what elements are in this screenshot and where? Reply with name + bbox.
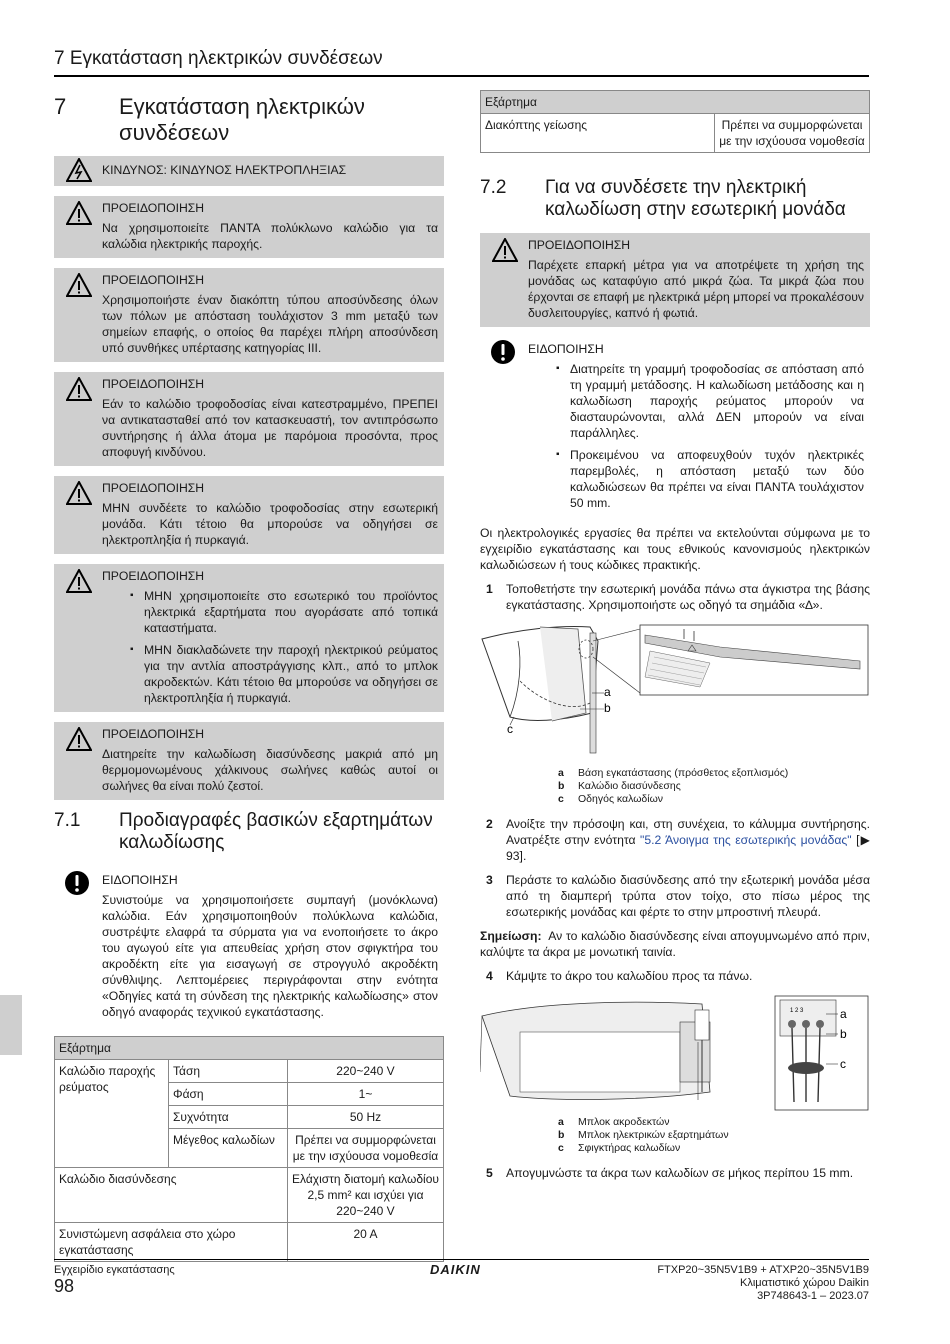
footer-doc: 3P748643-1 – 2023.07 xyxy=(757,1290,869,1302)
section-title: Προδιαγραφές βασικών εξαρτημάτων καλωδίωσης xyxy=(119,810,433,853)
table-cell: 1~ xyxy=(288,1083,444,1106)
warning-title: ΠΡΟΕΙΔΟΠΟΙΗΣΗ xyxy=(528,238,631,252)
daikin-logo: DAIKIN xyxy=(430,1262,481,1277)
legend-item: a Μπλοκ ακροδεκτών xyxy=(558,1116,670,1128)
warning-text: Διατηρείτε την καλωδίωση διασύνδεσης μακριά από μη θερμομονωμένους χάλκινους σωλήνες καθώς αυτοί οι σωλήνες θα είναι πολύ ζεστοί. xyxy=(102,747,438,793)
warning-box xyxy=(54,722,444,800)
left-column xyxy=(54,90,444,1262)
figure-label-b: b xyxy=(604,701,611,715)
running-header: 7 Εγκατάσταση ηλεκτρικών συνδέσεων xyxy=(54,48,383,69)
note xyxy=(480,928,870,960)
step-number: 2 xyxy=(486,817,493,831)
warning-title: ΠΡΟΕΙΔΟΠΟΙΗΣΗ xyxy=(102,273,205,287)
notice-title: ΕΙΔΟΠΟΙΗΣΗ xyxy=(102,873,178,887)
section-link[interactable]: "5.2 Άνοιγμα της εσωτερικής μονάδας" xyxy=(640,833,852,847)
figure-label-b: b xyxy=(840,1027,847,1041)
danger-title: ΚΙΝΔΥΝΟΣ: ΚΙΝΔΥΝΟΣ ΗΛΕΚΤΡΟΠΛΗΞΙΑΣ xyxy=(102,163,347,177)
warning-text: ΜΗΝ συνδέετε το καλώδιο τροφοδοσίας στην εσωτερική μονάδα. Κάτι τέτοιο θα μπορούσε να οδηγήσει σε ηλεκτροπληξία ή πυρκαγιά. xyxy=(102,501,438,547)
section-title: Εγκατάσταση ηλεκτρικών συνδέσεων xyxy=(119,94,365,145)
table-cell: Συχνότητα xyxy=(169,1106,288,1129)
table-cell: Φάση xyxy=(169,1083,288,1106)
note-label: Σημείωση: xyxy=(480,929,542,943)
right-column xyxy=(480,90,870,1181)
note-text: Αν το καλώδιο διασύνδεσης είναι απογυμνωμένο από πριν, καλύψτε τα άκρα με μονωτική ταινία. xyxy=(480,929,870,959)
section-7-heading xyxy=(54,94,444,146)
electric-hazard-icon xyxy=(66,158,92,182)
warning-bullets xyxy=(102,588,438,706)
notice-icon xyxy=(64,870,90,896)
section-number: 7.1 xyxy=(54,810,81,831)
footer-model: FTXP20~35N5V1B9 + ATXP20~35N5V1B9 xyxy=(657,1264,869,1276)
warning-icon xyxy=(66,377,92,401)
notice-text: Συνιστούμε να χρησιμοποιήσετε συμπαγή (μονόκλωνα) καλώδια. Εάν χρησιμοποιηθούν πολύκλωνα καλώδια, συστρέψτε ελαφρά τα σύρματα για να ενοποιήσετε το άκρο του αγωγού είτε για απευθείας χρήση στον σφιγκτήρα του ακροδέκτη είτε για εισαγωγή σε στρογγυλό ακροδέκτη σύνθλιψης. Λεπτομέρειες περιγράφονται στην ενότητα «Οδηγίες κατά τη σύνδεση της ηλεκτρικής καλωδίωσης» στον οδηγό αναφοράς τεχνικού εγκατάστασης. xyxy=(102,893,438,1019)
section-number: 7 xyxy=(54,94,67,119)
warning-icon xyxy=(66,273,92,297)
step-number: 3 xyxy=(486,873,493,887)
warning-title: ΠΡΟΕΙΔΟΠΟΙΗΣΗ xyxy=(102,201,205,215)
section-number: 7.2 xyxy=(480,177,507,198)
table-cell: Ελάχιστη διατομή καλωδίου 2,5 mm² και ισχύει για 220~240 V xyxy=(288,1168,444,1223)
section-title: Για να συνδέσετε την ηλεκτρική καλωδίωση στην εσωτερική μονάδα xyxy=(545,177,846,220)
figure-label-c: c xyxy=(840,1057,846,1071)
step-number: 4 xyxy=(486,969,493,983)
warning-box xyxy=(54,372,444,466)
warning-title: ΠΡΟΕΙΔΟΠΟΙΗΣΗ xyxy=(102,481,205,495)
warning-box xyxy=(54,476,444,554)
step-number: 5 xyxy=(486,1166,493,1180)
table-cell: 20 A xyxy=(288,1223,444,1262)
warning-text: Να χρησιμοποιείτε ΠΑΝΤΑ πολύκλωνο καλώδιο για τα καλώδια ηλεκτρικής παροχής. xyxy=(102,221,438,251)
step-text: Τοποθετήστε την εσωτερική μονάδα πάνω στα άγκιστρα της βάσης εγκατάστασης. Χρησιμοποιήστε ως οδηγό τα σημάδια «∆». xyxy=(506,582,870,612)
step-text: Κάμψτε το άκρο του καλωδίου προς τα πάνω. xyxy=(506,969,753,983)
page-number: 98 xyxy=(54,1276,75,1296)
terminal-numbers: 1 2 3 xyxy=(790,1008,804,1014)
warning-icon xyxy=(66,481,92,505)
list-item: ▪ ΜΗΝ χρησιμοποιείτε στο εσωτερικό του προϊόντος ηλεκτρικά εξαρτήματα που αγοράσατε από τοπικά καταστήματα. xyxy=(124,588,438,636)
footer-product: Κλιματιστικό χώρου Daikin xyxy=(740,1277,869,1289)
section-7-1-heading xyxy=(54,810,444,854)
legend-item: c Οδηγός καλωδίων xyxy=(558,793,664,805)
ground-switch-table xyxy=(480,90,870,153)
figure-label-a: a xyxy=(604,685,611,699)
install-plate-figure xyxy=(480,621,870,761)
step-4 xyxy=(480,968,870,984)
table-cell: Διακόπτης γείωσης xyxy=(481,114,715,153)
warning-list-box xyxy=(54,564,444,712)
legend-item: a Βάση εγκατάστασης (πρόσθετος εξοπλισμός) xyxy=(558,767,789,779)
warning-title: ΠΡΟΕΙΔΟΠΟΙΗΣΗ xyxy=(102,727,205,741)
table-cell: Μέγεθος καλωδίων xyxy=(169,1129,288,1168)
footer-manual: Εγχειρίδιο εγκατάστασης xyxy=(54,1264,175,1276)
figure-2-legend xyxy=(480,1116,870,1155)
notice-bullets xyxy=(528,361,864,511)
step-text: Περάστε το καλώδιο διασύνδεσης από την εξωτερική μονάδα μέσα από τη διαμπερή τρύπα στον τοίχο, στο πίσω μέρος της εσωτερικής μονάδας και φέρτε το στην μπροστινή πλευρά. xyxy=(506,873,870,919)
header-rule xyxy=(54,75,869,77)
warning-box xyxy=(480,233,870,327)
step-text: Ανοίξτε την πρόσοψη και, στη συνέχεια, το κάλυμμα συντήρησης. Ανατρέξτε στην ενότητα xyxy=(506,817,870,847)
list-item: ▪ ΜΗΝ διακλαδώνετε την παροχή ηλεκτρικού ρεύματος για την αντλία αποστράγγισης κλπ., από το μπλοκ ακροδεκτών. Κάτι τέτοιο θα μπορούσε να οδηγήσει σε ηλεκτροπληξία ή πυρκαγιά. xyxy=(124,642,438,706)
footer-rule xyxy=(54,1259,869,1260)
warning-text: Εάν το καλώδιο τροφοδοσίας είναι κατεστραμμένο, ΠΡΕΠΕΙ να αντικατασταθεί από τον κατασκευαστή, τον αντιπρόσωπο συντήρησης ή άλλα άτομα με παρόμοια προσόντα, προς αποφυγή κινδύνου. xyxy=(102,397,438,459)
notice-title: ΕΙΔΟΠΟΙΗΣΗ xyxy=(528,342,604,356)
warning-icon xyxy=(66,569,92,593)
wiring-spec-table xyxy=(54,1036,444,1262)
table-cell: Καλώδιο παροχής ρεύματος xyxy=(55,1060,169,1168)
step-2 xyxy=(480,816,870,864)
warning-icon xyxy=(66,727,92,751)
warning-text: Χρησιμοποιήστε έναν διακόπτη τύπου αποσύνδεσης όλων των πόλων με απόσταση τουλάχιστον 3 mm μεταξύ των σημείων επαφής, ο οποίος θα παρέχει πλήρη αποσύνδεση υπό συνθήκες υπέρτασης κατηγορίας III. xyxy=(102,293,438,355)
warning-icon xyxy=(66,201,92,225)
legend-item: b Καλώδιο διασύνδεσης xyxy=(558,780,681,792)
step-1 xyxy=(480,581,870,613)
danger-box xyxy=(54,156,444,186)
legend-item: b Μπλοκ ηλεκτρικών εξαρτημάτων xyxy=(558,1129,729,1141)
warning-box xyxy=(54,268,444,362)
notice-box xyxy=(54,868,444,1026)
warning-icon xyxy=(492,238,518,262)
step-text-tail: [▶ 93]. xyxy=(506,833,870,863)
table-header: Εξάρτημα xyxy=(55,1037,444,1060)
terminal-block-figure xyxy=(480,992,870,1114)
step-5 xyxy=(480,1165,870,1181)
list-item: ▪ Διατηρείτε τη γραμμή τροφοδοσίας σε απόσταση από τη γραμμή μετάδοσης. Η καλωδίωση μετάδοσης και η καλωδίωση παροχής ρεύματος μπορούν να διασταυρώνονται, αλλά ΔΕΝ μπορούν να είναι παράλληλες. xyxy=(550,361,864,441)
warning-box xyxy=(54,196,444,258)
warning-title: ΠΡΟΕΙΔΟΠΟΙΗΣΗ xyxy=(102,377,205,391)
step-3 xyxy=(480,872,870,920)
notice-icon xyxy=(490,339,516,365)
footer-right xyxy=(657,1264,869,1303)
legend-item: c Σφιγκτήρας καλωδίων xyxy=(558,1142,681,1154)
intro-paragraph: Οι ηλεκτρολογικές εργασίες θα πρέπει να εκτελούνται σύμφωνα με το εγχειρίδιο εγκατάστασης και τους εθνικούς κανονισμούς ηλεκτρικών καλωδιώσεων ή τους κώδικες πρακτικής. xyxy=(480,526,870,572)
notice-box xyxy=(480,337,870,517)
warning-title: ΠΡΟΕΙΔΟΠΟΙΗΣΗ xyxy=(102,569,205,583)
warning-text: Παρέχετε επαρκή μέτρα για να αποτρέψετε τη χρήση της μονάδας ως καταφύγιο από μικρά ζώα. Τα μικρά ζώα που έρχονται σε επαφή με ηλεκτρικά μέρη μπορεί να προκαλέσουν δυσλειτουργίες, καπνό ή φωτιά. xyxy=(528,258,864,320)
table-cell: Πρέπει να συμμορφώνεται με την ισχύουσα νομοθεσία xyxy=(288,1129,444,1168)
chapter-tab xyxy=(0,995,22,1055)
list-item: ▪ Προκειμένου να αποφευχθούν τυχόν ηλεκτρικές παρεμβολές, η απόσταση μεταξύ των δύο καλωδιώσεων θα πρέπει να είναι ΠΑΝΤΑ τουλάχιστον 50 mm. xyxy=(550,447,864,511)
figure-1-legend xyxy=(480,767,870,806)
table-cell: Συνιστώμενη ασφάλεια στο χώρο εγκατάστασης xyxy=(55,1223,288,1262)
table-cell: 220~240 V xyxy=(288,1060,444,1083)
figure-label-c: c xyxy=(507,722,513,736)
step-text: Απογυμνώστε τα άκρα των καλωδίων σε μήκος περίπου 15 mm. xyxy=(506,1166,854,1180)
step-number: 1 xyxy=(486,582,493,596)
table-cell: Καλώδιο διασύνδεσης xyxy=(55,1168,288,1223)
table-header: Εξάρτημα xyxy=(481,91,870,114)
table-cell: Τάση xyxy=(169,1060,288,1083)
figure-label-a: a xyxy=(840,1007,847,1021)
section-7-2-heading xyxy=(480,177,870,221)
table-cell: 50 Hz xyxy=(288,1106,444,1129)
table-cell: Πρέπει να συμμορφώνεται με την ισχύουσα νομοθεσία xyxy=(715,114,870,153)
